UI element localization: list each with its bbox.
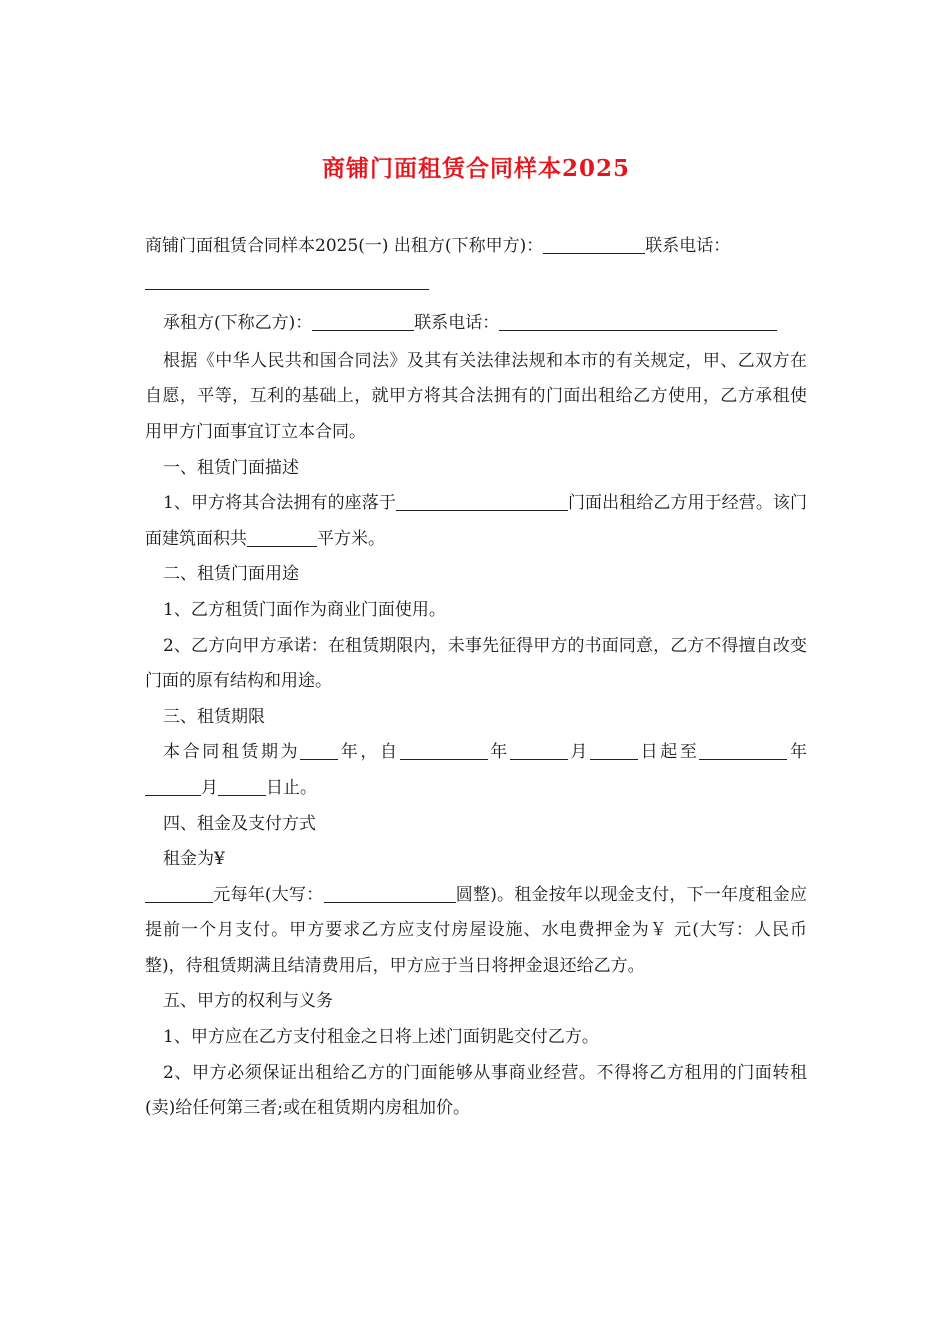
start-day-label: 日起至 — [638, 742, 700, 763]
end-day-label: 日止。 — [266, 777, 317, 798]
party-a-line — [145, 229, 807, 300]
term-years-blank — [300, 739, 338, 760]
document-title: 商铺门面租赁合同样本2025 — [321, 155, 630, 182]
section-1-heading: 一、租赁门面描述 — [163, 457, 299, 478]
area-unit: 平方米。 — [317, 528, 385, 549]
end-year-blank — [699, 739, 787, 760]
party-a-label: 商铺门面租赁合同样本2025(一) 出租方(下称甲方)： — [145, 236, 544, 256]
location-label: 1、甲方将其合法拥有的座落于 — [163, 493, 396, 514]
rent-uppercase-blank — [324, 882, 456, 903]
section-3-paragraph — [145, 735, 807, 806]
section-3-heading: 三、租赁期限 — [163, 706, 265, 727]
end-month-blank — [145, 775, 201, 796]
section-2-item-1: 1、乙方租赁门面作为商业门面使用。 — [163, 599, 446, 620]
start-year-blank — [400, 739, 488, 760]
party-a-name-blank — [543, 233, 645, 254]
rent-amount-blank — [145, 882, 213, 903]
party-b-phone-blank-cont — [765, 310, 777, 331]
rent-label: 租金为¥ — [163, 849, 225, 870]
usage-text: 门面出租给乙方用于经营。该门面建筑面积共 — [145, 493, 807, 549]
section-5-item-2: 2、甲方必须保证出租给乙方的门面能够从事商业经营。不得将乙方租用的门面转租(卖)给任何第三者;或在租赁期内房租加价。 — [145, 1062, 807, 1119]
party-b-label: 承租方(下称乙方)： — [163, 313, 313, 334]
party-b-line — [145, 306, 807, 342]
rent-uppercase-label: 元每年(大写： — [213, 884, 324, 905]
section-2-item-2: 2、乙方向甲方承诺：在租赁期限内，未事先征得甲方的书面同意，乙方不得擅自改变门面的原有结构和用途。 — [145, 635, 807, 692]
end-year-label: 年 — [787, 742, 808, 763]
start-month-label: 月 — [567, 742, 591, 763]
section-1-paragraph — [145, 486, 807, 557]
term-from-label: 年，自 — [338, 742, 400, 763]
rent-payment-terms: 圆整)。租金按年以现金支付，下一年度租金应提前一个月支付。甲方要求乙方应支付房屋设施、水电费押金为￥ 元(大写：人民币 整)，待租赁期满且结清费用后，甲方应于当日将押金退还给乙方。 — [145, 884, 807, 976]
party-b-phone-blank — [499, 310, 765, 331]
contract-body — [145, 229, 807, 1127]
location-blank — [396, 490, 568, 511]
term-label: 本合同租赁期为 — [163, 742, 301, 763]
party-b-phone-label: 联系电话： — [414, 313, 500, 334]
party-b-name-blank — [312, 310, 414, 331]
party-a-phone-blank — [145, 269, 429, 290]
start-month-blank — [510, 739, 568, 760]
end-month-label: 月 — [201, 777, 218, 798]
start-day-blank — [590, 739, 638, 760]
section-4-paragraph — [145, 878, 807, 985]
area-blank — [247, 526, 317, 547]
section-2-heading: 二、租赁门面用途 — [163, 564, 299, 585]
section-4-heading: 四、租金及支付方式 — [163, 813, 316, 834]
end-day-blank — [218, 775, 266, 796]
intro-paragraph: 根据《中华人民共和国合同法》及其有关法律法规和本市的有关规定，甲、乙双方在自愿，平等，互利的基础上，就甲方将其合法拥有的门面出租给乙方使用，乙方承租使用甲方门面事宜订立本合同。 — [145, 350, 807, 442]
start-year-label: 年 — [487, 742, 510, 763]
section-5-item-1: 1、甲方应在乙方支付租金之日将上述门面钥匙交付乙方。 — [163, 1027, 599, 1048]
party-a-phone-label: 联系电话： — [645, 236, 731, 256]
section-5-heading: 五、甲方的权利与义务 — [163, 991, 333, 1012]
